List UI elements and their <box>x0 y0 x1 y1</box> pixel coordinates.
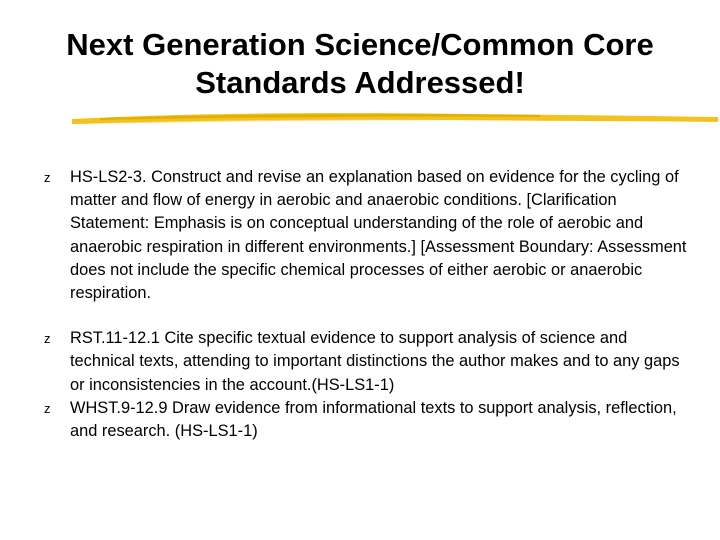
standard-item-whst-9-12-9 <box>44 397 694 443</box>
bullet-marker-icon: z <box>44 170 51 185</box>
standard-item-hs-ls2-3 <box>44 166 694 305</box>
bullet-marker-icon: z <box>44 400 51 416</box>
standards-list <box>44 166 694 443</box>
standard-text: WHST.9‐12.9 Draw evidence from informational texts to support analysis, reflection, and research. (HS‐LS1‐1) <box>70 398 677 441</box>
standard-text: RST.11‐12.1 Cite specific textual evidence to support analysis of science and technical texts, attending to important distinctions the author makes and to any gaps or inconsistencies in the account.(HS‐LS1‐1) <box>70 329 680 394</box>
slide-title: Next Generation Science/Common Core Standards Addressed! <box>66 27 654 100</box>
title-underline-stroke <box>70 104 720 128</box>
standard-item-rst-11-12-1 <box>44 327 694 397</box>
standard-text: HS‐LS2‐3. Construct and revise an explanation based on evidence for the cycling of matter and flow of energy in aerobic and anaerobic conditions. [Clarification Statement: Emphasis is on conceptual understanding of the role of aerobic and anaerobic respiration in different environments.] [Assessment Boundary: Assessment does not include the specific chemical processes of either aerobic or anaerobic respiration. <box>70 168 687 303</box>
bullet-marker-icon: z <box>44 331 51 347</box>
